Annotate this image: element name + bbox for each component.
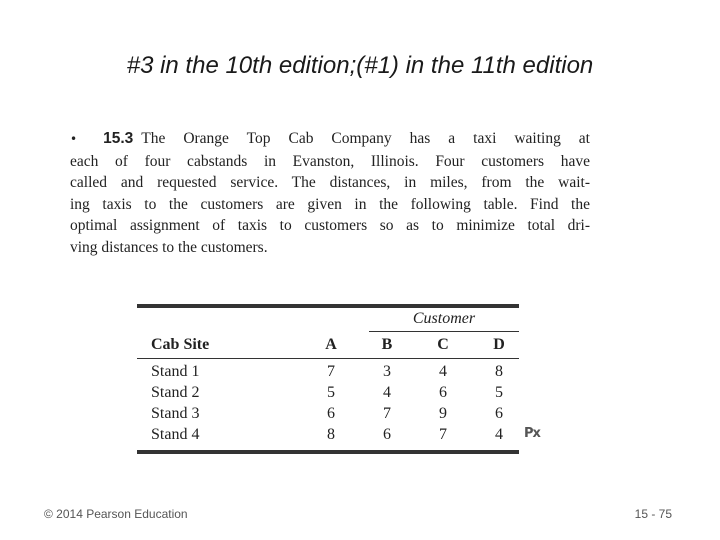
table-cell: 4: [495, 426, 503, 443]
row-label: Stand 4: [151, 426, 200, 443]
table-cell: 8: [327, 426, 335, 443]
distance-table: [137, 304, 519, 454]
column-header-b: B: [381, 336, 393, 353]
problem-text: The Orange Top Cab Company has a taxi waiting at: [141, 130, 590, 147]
table-cell: 6: [327, 405, 335, 422]
column-header-d: D: [493, 336, 505, 353]
slide-title: #3 in the 10th edition;(#1) in the 11th edition: [126, 52, 594, 79]
px-logo-icon: Px: [524, 426, 540, 441]
table-cell: 7: [439, 426, 447, 443]
table-cell: 3: [383, 363, 391, 380]
table-cell: 4: [383, 384, 391, 401]
problem-line-5: optimal assignment of taxis to customers so as to minimize total dri-: [70, 217, 590, 234]
copyright-footer: © 2014 Pearson Education: [44, 507, 188, 521]
table-cell: 8: [495, 363, 503, 380]
column-header-a: A: [325, 336, 337, 353]
problem-line-1: [70, 128, 590, 151]
table-cell: 7: [327, 363, 335, 380]
table-cell: 5: [327, 384, 335, 401]
table-cell: 6: [439, 384, 447, 401]
column-header-c: C: [437, 336, 449, 353]
table-cell: 7: [383, 405, 391, 422]
page-number: 15 - 75: [634, 507, 672, 521]
row-label: Stand 2: [151, 384, 200, 401]
problem-number: 15.3: [103, 130, 134, 147]
problem-statement: [70, 128, 590, 258]
bullet-icon: •: [70, 132, 78, 146]
table-cell: 6: [383, 426, 391, 443]
table-cell: 6: [495, 405, 503, 422]
problem-line-6: ving distances to the customers.: [70, 238, 268, 256]
problem-line-4: ing taxis to the customers are given in the following table. Find the: [70, 195, 590, 213]
table-bottom-rule: [137, 450, 519, 454]
customer-group-header: Customer: [412, 310, 476, 327]
problem-line-3: called and requested service. The distances, in miles, from the wait-: [70, 174, 590, 191]
header-rule: [137, 358, 519, 359]
row-label: Stand 3: [151, 405, 200, 422]
cab-site-header: Cab Site: [151, 336, 210, 353]
group-underline: [369, 331, 519, 332]
problem-line-2: each of four cabstands in Evanston, Illinois. Four customers have: [70, 152, 590, 170]
table-cell: 9: [439, 405, 447, 422]
table-cell: 5: [495, 384, 503, 401]
table-top-rule: [137, 304, 519, 308]
row-label: Stand 1: [151, 363, 200, 380]
table-cell: 4: [439, 363, 447, 380]
